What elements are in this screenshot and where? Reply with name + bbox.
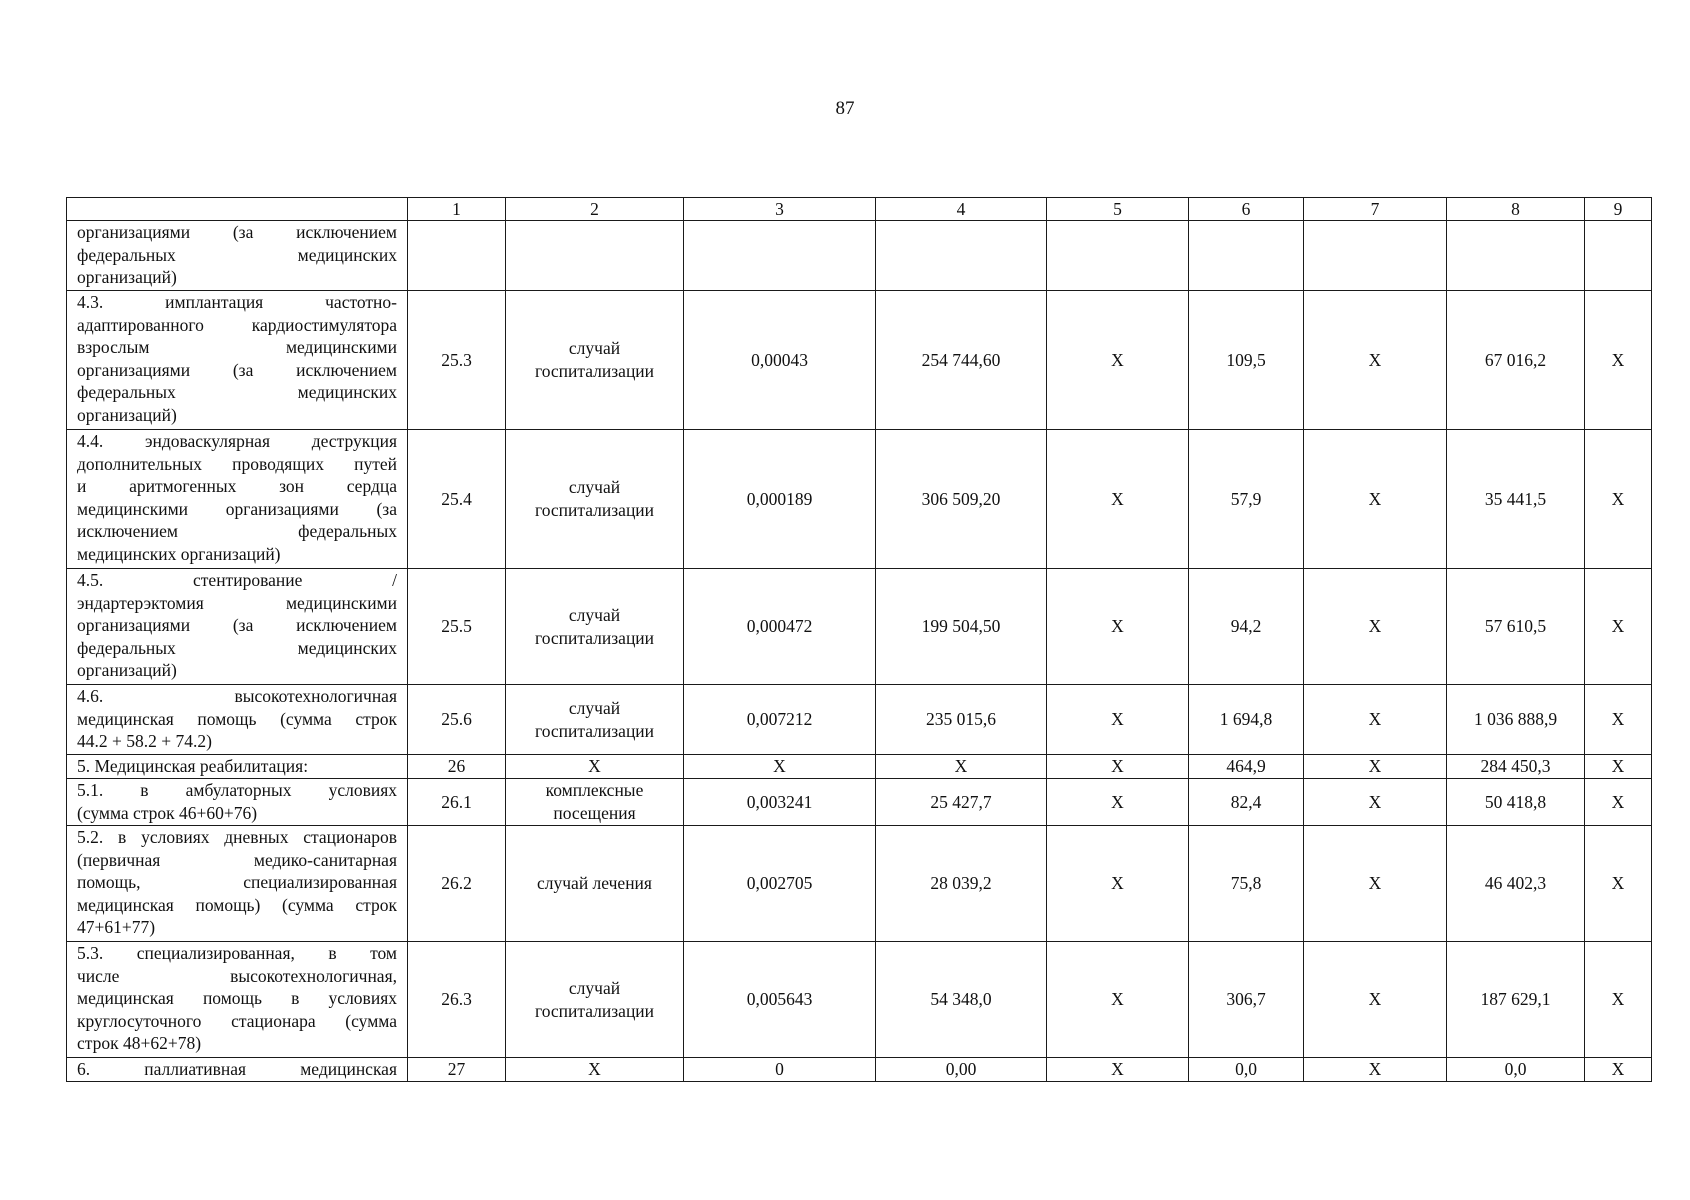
cell-col-2: Х xyxy=(506,1058,684,1082)
header-cell: 9 xyxy=(1585,198,1652,221)
description-line: 4.6. высокотехнологичная xyxy=(77,686,397,706)
cell-col-4: 54 348,0 xyxy=(876,942,1047,1058)
cell-col-9: Х xyxy=(1585,826,1652,942)
cell-col-6: 82,4 xyxy=(1189,779,1304,826)
cell-col-4: 25 427,7 xyxy=(876,779,1047,826)
description-line: медицинская помощь (сумма строк xyxy=(77,708,397,729)
cell-col-1: 25.4 xyxy=(408,430,506,569)
cell-col-6: 0,0 xyxy=(1189,1058,1304,1082)
cell-col-2: случай лечения xyxy=(506,826,684,942)
cell-col-8 xyxy=(1447,221,1585,291)
table-row xyxy=(67,685,1652,755)
cell-col-2: случай госпитализации xyxy=(506,569,684,685)
cell-col-2: случай госпитализации xyxy=(506,685,684,755)
description-line: 5.3. специализированная, в том xyxy=(77,943,397,963)
cell-col-7: Х xyxy=(1304,685,1447,755)
cell-col-3: Х xyxy=(684,755,876,779)
cell-col-4: 235 015,6 xyxy=(876,685,1047,755)
description-line: медицинскими организациями (за xyxy=(77,498,397,519)
cell-col-9: Х xyxy=(1585,291,1652,430)
cell-col-4: 0,00 xyxy=(876,1058,1047,1082)
table-row xyxy=(67,291,1652,430)
description-line: адаптированного кардиостимулятора xyxy=(77,314,397,335)
cell-col-5: Х xyxy=(1047,779,1189,826)
cell-col-6: 109,5 xyxy=(1189,291,1304,430)
table-body xyxy=(67,198,1652,1082)
header-cell: 1 xyxy=(408,198,506,221)
description-line: организаций) xyxy=(77,267,177,287)
table-row xyxy=(67,1058,1652,1082)
description-line: дополнительных проводящих путей xyxy=(77,453,397,474)
row-description xyxy=(67,755,408,779)
header-cell: 2 xyxy=(506,198,684,221)
cell-col-3: 0,000189 xyxy=(684,430,876,569)
cell-col-5: Х xyxy=(1047,569,1189,685)
description-line: взрослым медицинскими xyxy=(77,337,397,357)
table-row xyxy=(67,942,1652,1058)
cell-col-9: Х xyxy=(1585,1058,1652,1082)
cell-col-4: 306 509,20 xyxy=(876,430,1047,569)
description-line: исключением федеральных xyxy=(77,521,397,541)
cell-col-9: Х xyxy=(1585,779,1652,826)
description-line: федеральных медицинских xyxy=(77,382,397,402)
cell-col-5: Х xyxy=(1047,430,1189,569)
cell-col-2: Х xyxy=(506,755,684,779)
table-row xyxy=(67,221,1652,291)
cell-col-6: 464,9 xyxy=(1189,755,1304,779)
description-line: федеральных медицинских xyxy=(77,637,397,658)
table-row xyxy=(67,755,1652,779)
description-line: эндартерэктомия медицинскими xyxy=(77,592,397,613)
description-line: организаций) xyxy=(77,404,177,425)
description-line: строк 48+62+78) xyxy=(77,1033,202,1053)
description-line: помощь, специализированная xyxy=(77,872,397,892)
description-line: (первичная медико-санитарная xyxy=(77,849,397,870)
cell-col-8: 1 036 888,9 xyxy=(1447,685,1585,755)
cell-col-1: 26.2 xyxy=(408,826,506,942)
description-line: 47+61+77) xyxy=(77,917,156,937)
header-cell: 8 xyxy=(1447,198,1585,221)
cell-col-9: Х xyxy=(1585,942,1652,1058)
description-line: организаций) xyxy=(77,660,177,680)
header-cell: 3 xyxy=(684,198,876,221)
description-line: организациями (за исключением xyxy=(77,615,397,635)
cell-col-7: Х xyxy=(1304,942,1447,1058)
column-number-row xyxy=(67,198,1652,221)
description-line: 5.2. в условиях дневных стационаров xyxy=(77,827,397,847)
cell-col-4 xyxy=(876,221,1047,291)
cell-col-3: 0,007212 xyxy=(684,685,876,755)
description-line: 5. Медицинская реабилитация: xyxy=(77,756,309,776)
description-line: 5.1. в амбулаторных условиях xyxy=(77,780,397,800)
cell-col-2: случай госпитализации xyxy=(506,942,684,1058)
description-line: 4.3. имплантация частотно- xyxy=(77,292,397,312)
cell-col-4: 254 744,60 xyxy=(876,291,1047,430)
cell-col-3: 0,005643 xyxy=(684,942,876,1058)
cell-col-7: Х xyxy=(1304,755,1447,779)
cell-col-3: 0,000472 xyxy=(684,569,876,685)
cell-col-5 xyxy=(1047,221,1189,291)
cell-col-8: 50 418,8 xyxy=(1447,779,1585,826)
cell-col-1: 25.6 xyxy=(408,685,506,755)
row-description xyxy=(67,430,408,569)
row-description xyxy=(67,779,408,826)
cell-col-7: Х xyxy=(1304,291,1447,430)
description-line: медицинских организаций) xyxy=(77,543,281,564)
cell-col-8: 67 016,2 xyxy=(1447,291,1585,430)
description-line: организациями (за исключением xyxy=(77,359,397,380)
statistics-table xyxy=(66,197,1652,1082)
table-row xyxy=(67,779,1652,826)
cell-col-2: комплексные посещения xyxy=(506,779,684,826)
cell-col-9: Х xyxy=(1585,755,1652,779)
description-line: и аритмогенных зон сердца xyxy=(77,476,397,496)
cell-col-6: 306,7 xyxy=(1189,942,1304,1058)
description-line: (сумма строк 46+60+76) xyxy=(77,802,258,823)
cell-col-5: Х xyxy=(1047,685,1189,755)
description-line: медицинская помощь в условиях xyxy=(77,988,397,1008)
table-row xyxy=(67,569,1652,685)
cell-col-9: Х xyxy=(1585,430,1652,569)
cell-col-7 xyxy=(1304,221,1447,291)
cell-col-2: случай госпитализации xyxy=(506,291,684,430)
cell-col-6: 94,2 xyxy=(1189,569,1304,685)
cell-col-7: Х xyxy=(1304,779,1447,826)
cell-col-4: 199 504,50 xyxy=(876,569,1047,685)
cell-col-1: 25.5 xyxy=(408,569,506,685)
cell-col-8: 0,0 xyxy=(1447,1058,1585,1082)
row-description xyxy=(67,569,408,685)
cell-col-5: Х xyxy=(1047,942,1189,1058)
cell-col-2: случай госпитализации xyxy=(506,430,684,569)
cell-col-7: Х xyxy=(1304,569,1447,685)
description-line: федеральных медицинских xyxy=(77,244,397,265)
table-row xyxy=(67,826,1652,942)
cell-col-6: 1 694,8 xyxy=(1189,685,1304,755)
cell-col-9: Х xyxy=(1585,685,1652,755)
header-cell xyxy=(67,198,408,221)
cell-col-3: 0 xyxy=(684,1058,876,1082)
description-line: 4.5. стентирование / xyxy=(77,570,397,590)
cell-col-6 xyxy=(1189,221,1304,291)
description-line: числе высокотехнологичная, xyxy=(77,965,397,986)
cell-col-9 xyxy=(1585,221,1652,291)
cell-col-3: 0,002705 xyxy=(684,826,876,942)
row-description xyxy=(67,942,408,1058)
description-line: 44.2 + 58.2 + 74.2) xyxy=(77,731,212,751)
page-number: 87 xyxy=(835,98,855,119)
cell-col-1: 26 xyxy=(408,755,506,779)
cell-col-9: Х xyxy=(1585,569,1652,685)
cell-col-5: Х xyxy=(1047,755,1189,779)
description-line: организациями (за исключением xyxy=(77,222,397,242)
table-row xyxy=(67,430,1652,569)
cell-col-8: 57 610,5 xyxy=(1447,569,1585,685)
cell-col-7: Х xyxy=(1304,430,1447,569)
cell-col-1: 26.3 xyxy=(408,942,506,1058)
cell-col-1 xyxy=(408,221,506,291)
cell-col-7: Х xyxy=(1304,1058,1447,1082)
cell-col-3: 0,00043 xyxy=(684,291,876,430)
cell-col-5: Х xyxy=(1047,291,1189,430)
cell-col-1: 27 xyxy=(408,1058,506,1082)
cell-col-6: 75,8 xyxy=(1189,826,1304,942)
cell-col-8: 35 441,5 xyxy=(1447,430,1585,569)
description-line: 6. паллиативная медицинская xyxy=(77,1059,397,1079)
header-cell: 7 xyxy=(1304,198,1447,221)
cell-col-1: 26.1 xyxy=(408,779,506,826)
description-line: медицинская помощь) (сумма строк xyxy=(77,894,397,915)
header-cell: 5 xyxy=(1047,198,1189,221)
row-description xyxy=(67,291,408,430)
row-description xyxy=(67,1058,408,1082)
cell-col-6: 57,9 xyxy=(1189,430,1304,569)
row-description xyxy=(67,221,408,291)
cell-col-4: 28 039,2 xyxy=(876,826,1047,942)
header-cell: 6 xyxy=(1189,198,1304,221)
header-cell: 4 xyxy=(876,198,1047,221)
cell-col-5: Х xyxy=(1047,1058,1189,1082)
cell-col-1: 25.3 xyxy=(408,291,506,430)
cell-col-3: 0,003241 xyxy=(684,779,876,826)
description-line: 4.4. эндоваскулярная деструкция xyxy=(77,431,397,451)
cell-col-3 xyxy=(684,221,876,291)
cell-col-4: Х xyxy=(876,755,1047,779)
description-line: круглосуточного стационара (сумма xyxy=(77,1010,397,1031)
cell-col-8: 187 629,1 xyxy=(1447,942,1585,1058)
row-description xyxy=(67,685,408,755)
row-description xyxy=(67,826,408,942)
cell-col-7: Х xyxy=(1304,826,1447,942)
cell-col-8: 284 450,3 xyxy=(1447,755,1585,779)
cell-col-8: 46 402,3 xyxy=(1447,826,1585,942)
cell-col-2 xyxy=(506,221,684,291)
cell-col-5: Х xyxy=(1047,826,1189,942)
